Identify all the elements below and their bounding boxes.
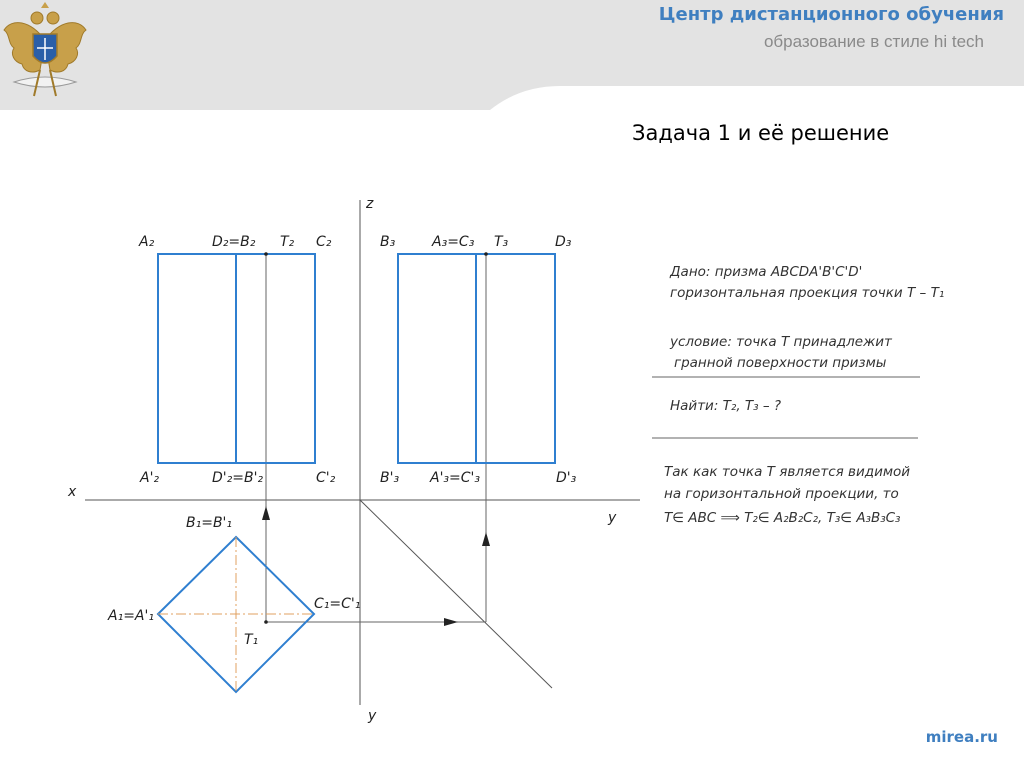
label-t2: T₂ bbox=[280, 234, 295, 250]
label-c1: C₁=C'₁ bbox=[314, 596, 361, 612]
label-b3-prime: B'₃ bbox=[380, 470, 400, 486]
slide-title: Задача 1 и её решение bbox=[632, 121, 890, 145]
note-given-1: Дано: призма ABCDA'B'C'D' bbox=[670, 264, 863, 280]
label-c2: C₂ bbox=[316, 234, 332, 250]
label-t3: T₃ bbox=[494, 234, 509, 250]
label-b3: B₃ bbox=[380, 234, 396, 250]
label-b1: B₁=B'₁ bbox=[186, 515, 233, 531]
note-given-2: горизонтальная проекция точки T – T₁ bbox=[670, 285, 945, 301]
y-axis-label: y bbox=[608, 510, 617, 526]
x-axis-label: x bbox=[68, 484, 77, 500]
note-solution-3: T∈ ABC ⟹ T₂∈ A₂B₂C₂, T₃∈ A₃B₃C₃ bbox=[664, 510, 901, 526]
note-condition-1: условие: точка T принадлежит bbox=[670, 334, 892, 350]
label-d3-prime: D'₃ bbox=[556, 470, 577, 486]
point-t3 bbox=[484, 252, 488, 256]
org-title: Центр дистанционного обучения bbox=[658, 4, 1004, 25]
note-condition-2: гранной поверхности призмы bbox=[674, 355, 887, 371]
label-c2-prime: C'₂ bbox=[316, 470, 336, 486]
label-t1: T₁ bbox=[244, 632, 259, 648]
arrow-up-icon bbox=[262, 506, 270, 520]
point-t2 bbox=[264, 252, 268, 256]
arrow-right-icon bbox=[444, 618, 458, 626]
label-a2-prime: A'₂ bbox=[140, 470, 160, 486]
org-subtitle: образование в стиле hi tech bbox=[763, 32, 984, 51]
y-axis-bottom-label: y bbox=[368, 708, 377, 724]
label-d2-b2: D₂=B₂ bbox=[212, 234, 256, 250]
note-solution-1: Так как точка T является видимой bbox=[664, 464, 911, 480]
arrow-up-icon bbox=[482, 532, 490, 546]
note-solution-2: на горизонтальной проекции, то bbox=[664, 486, 899, 502]
constant-line bbox=[360, 500, 552, 688]
site-link[interactable]: mirea.ru bbox=[925, 728, 998, 746]
z-axis-label: z bbox=[366, 196, 374, 212]
label-d2-b2-prime: D'₂=B'₂ bbox=[212, 470, 264, 486]
label-a3-c3: A₃=C₃ bbox=[432, 234, 475, 250]
label-a3-c3-prime: A'₃=C'₃ bbox=[430, 470, 481, 486]
label-d3: D₃ bbox=[555, 234, 572, 250]
label-a1: A₁=A'₁ bbox=[108, 608, 154, 624]
note-find: Найти: T₂, T₃ – ? bbox=[670, 398, 782, 414]
point-t1 bbox=[264, 620, 268, 624]
label-a2: A₂ bbox=[139, 234, 155, 250]
